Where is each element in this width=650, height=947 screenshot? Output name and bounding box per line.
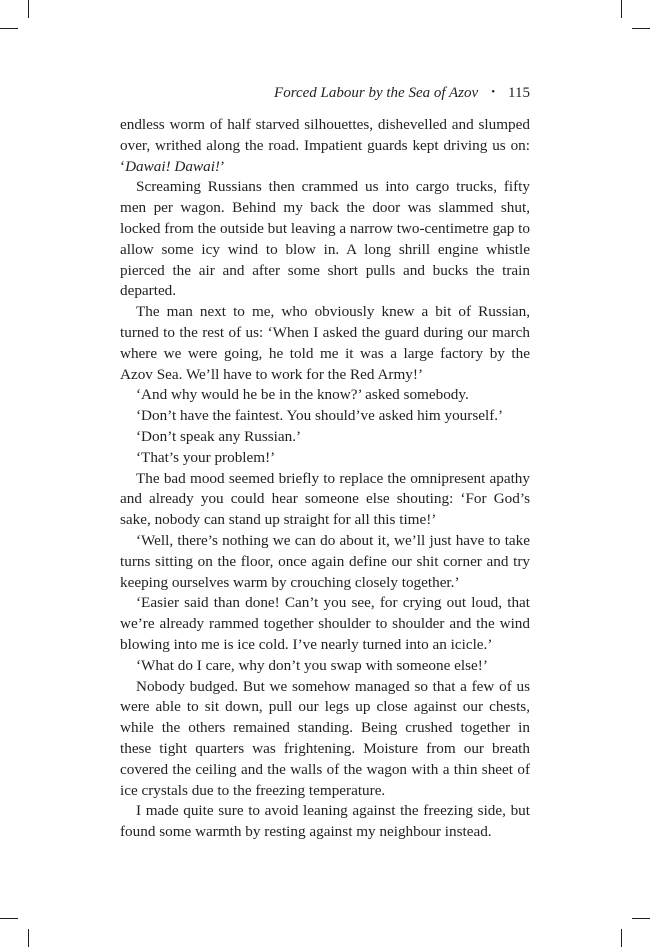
paragraph-text: endless worm of half starved silhouettes, dishevelled and slumped over, writhed along the road. Impatient guards kept driving us on: ‘ — [120, 116, 530, 175]
paragraph: ‘What do I care, why don’t you swap with someone else!’ — [136, 656, 488, 674]
paragraph: Nobody budged. But we somehow managed so that a few of us were able to sit down, pull our legs up close against our chests, while the others remained standing. Being crushed together in these tight quarters was frightening. Moisture from our breath covered the ceiling and the walls of the wagon with a thin sheet of ice crystals due to the freezing temperature. — [120, 677, 530, 799]
crop-mark-top-right-horizontal — [632, 28, 650, 29]
crop-mark-top-left-vertical — [28, 0, 29, 18]
crop-mark-bottom-left-vertical — [28, 929, 29, 947]
italic-exclamation: Dawai! Dawai! — [125, 157, 220, 175]
body-text — [120, 115, 530, 843]
crop-mark-bottom-left-horizontal — [0, 918, 18, 919]
paragraph: I made quite sure to avoid leaning against the freezing side, but found some warmth by resting against my neighbour instead. — [120, 802, 530, 841]
page-number: 115 — [508, 85, 530, 101]
paragraph: Screaming Russians then crammed us into cargo trucks, fifty men per wagon. Behind my back the door was slammed shut, locked from the outside but leaving a narrow two-centimetre gap to allow some icy wind to blow in. A long shrill engine whistle pierced the air and after some short pulls and bucks the train departed. — [120, 178, 530, 300]
paragraph: ‘Don’t have the faintest. You should’ve asked him yourself.’ — [136, 407, 504, 425]
crop-mark-bottom-right-horizontal — [632, 918, 650, 919]
paragraph: ‘And why would he be in the know?’ asked somebody. — [136, 386, 469, 404]
chapter-title: Forced Labour by the Sea of Azov — [274, 85, 479, 101]
crop-mark-top-right-vertical — [621, 0, 622, 18]
paragraph: ‘Easier said than done! Can’t you see, for crying out loud, that we’re already rammed together shoulder to shoulder and the wind blowing into me is ice cold. I’ve nearly turned into an icicle.’ — [120, 594, 530, 653]
separator-bullet: • — [491, 86, 496, 98]
paragraph: ‘That’s your problem!’ — [136, 448, 276, 466]
running-head — [274, 82, 530, 103]
crop-mark-bottom-right-vertical — [621, 929, 622, 947]
paragraph — [120, 115, 530, 177]
paragraph: ‘Don’t speak any Russian.’ — [136, 427, 302, 445]
paragraph: The bad mood seemed briefly to replace the omnipresent apathy and already you could hear someone else shouting: ‘For God’s sake, nobody can stand up straight for all this time!’ — [120, 469, 530, 529]
paragraph: ‘Well, there’s nothing we can do about it, we’ll just have to take turns sitting on the floor, once again define our shit corner and try keeping ourselves warm by crouching closely together.’ — [120, 531, 530, 591]
crop-mark-top-left-horizontal — [0, 28, 18, 29]
paragraph-text: ’ — [219, 157, 226, 175]
paragraph: The man next to me, who obviously knew a bit of Russian, turned to the rest of us: ‘When I asked the guard during our march where we were going, he told me it was a large factory by the Azov Sea. We’ll have to work for the Red Army!’ — [120, 303, 530, 383]
